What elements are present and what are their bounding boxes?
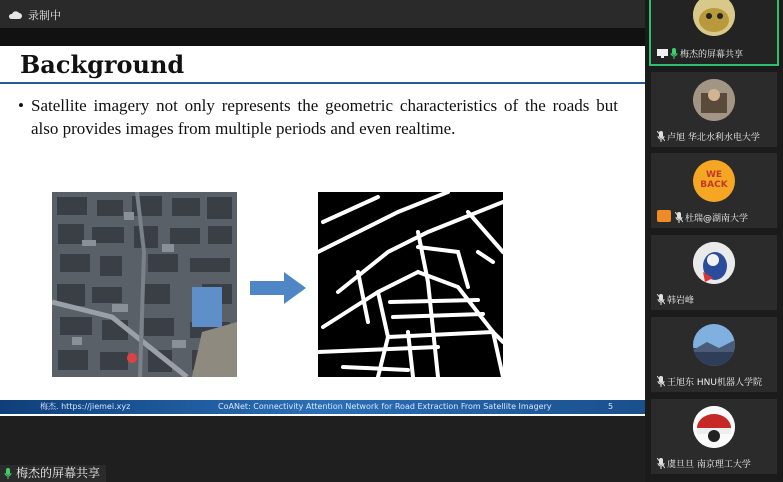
mic-muted-icon xyxy=(657,294,665,305)
participant-name: 虞旦旦 南京理工大学 xyxy=(657,457,751,470)
participant-name: 梅杰的屏幕共享 xyxy=(657,47,743,60)
satellite-image xyxy=(52,192,237,377)
bullet-dot: • xyxy=(18,96,24,115)
avatar xyxy=(693,242,735,284)
participant-tile[interactable] xyxy=(651,235,777,310)
mic-muted-icon xyxy=(657,458,665,469)
cartoon-avatar-icon xyxy=(693,0,735,36)
participant-tile[interactable] xyxy=(651,399,777,474)
participant-name: 韩岩峰 xyxy=(657,293,694,306)
footer-paper-title: CoANet: Connectivity Attention Network for Road Extraction From Satellite Imagery xyxy=(218,402,552,411)
photo-avatar-icon xyxy=(693,324,735,366)
mic-active-icon xyxy=(670,48,678,59)
title-divider xyxy=(0,82,645,84)
recording-label: 录制中 xyxy=(28,9,61,22)
share-top-strip xyxy=(0,28,645,46)
cloud-icon xyxy=(8,10,22,20)
avatar xyxy=(693,160,735,202)
mic-active-icon xyxy=(4,468,12,479)
avatar xyxy=(693,0,735,36)
participant-tile[interactable] xyxy=(651,153,777,228)
screen-share-icon xyxy=(657,49,668,58)
mic-muted-icon xyxy=(675,212,683,223)
screen-share-text: 梅杰的屏幕共享 xyxy=(16,466,101,480)
participant-tile[interactable] xyxy=(651,317,777,392)
cartoon-avatar-icon xyxy=(693,242,735,284)
recording-indicator[interactable] xyxy=(8,7,61,23)
mic-muted-icon xyxy=(657,376,665,387)
participant-name: 杜瑞@湖南大学 xyxy=(675,211,748,224)
participant-name: 王旭东 HNU机器人学院 xyxy=(657,375,762,388)
recording-bar xyxy=(0,0,645,28)
road-mask-image xyxy=(318,192,503,377)
screen-share-label xyxy=(0,465,106,482)
avatar xyxy=(693,324,735,366)
avatar-text: WE BACK xyxy=(700,170,728,190)
participant-tile[interactable] xyxy=(651,0,777,64)
right-arrow-icon xyxy=(250,272,306,304)
photo-avatar-icon xyxy=(693,79,735,121)
shared-slide xyxy=(0,46,645,416)
slide-footer xyxy=(0,400,645,414)
participant-name: 卢旭 华北水利水电大学 xyxy=(657,130,760,143)
slide-title: Background xyxy=(20,50,185,79)
mic-muted-icon xyxy=(657,131,665,142)
slide-page-number: 5 xyxy=(608,402,614,411)
slide-bullet xyxy=(18,94,618,140)
footer-author: 梅杰. https://jiemei.xyz xyxy=(40,402,131,411)
avatar xyxy=(693,406,735,448)
participant-sidebar[interactable] xyxy=(645,0,783,482)
bullet-text: Satellite imagery not only represents the geometric characteristics of the roads but also provides images from multiple periods and even realtime. xyxy=(31,96,618,138)
participant-tile[interactable] xyxy=(651,72,777,147)
orange-status-icon xyxy=(657,210,671,222)
photo-avatar-icon xyxy=(693,406,735,448)
avatar xyxy=(693,79,735,121)
